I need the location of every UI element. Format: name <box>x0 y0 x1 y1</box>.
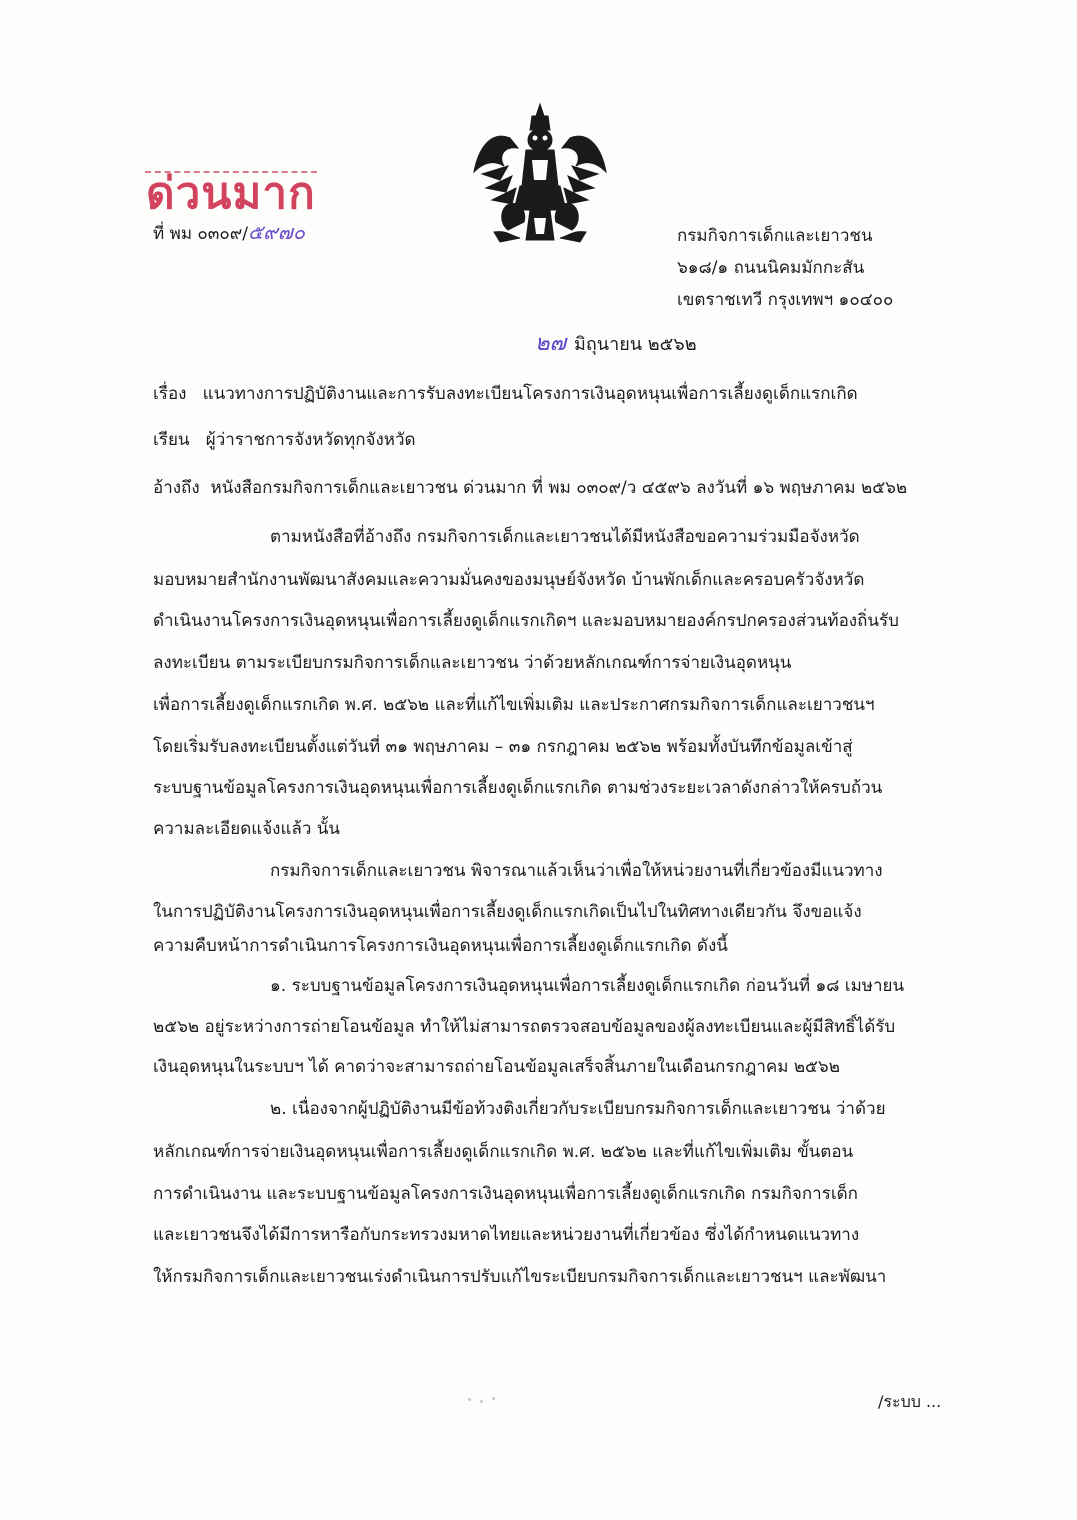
reference-label: อ้างถึง <box>153 478 200 498</box>
body-line: กรมกิจการเด็กและเยาวชน พิจารณาแล้วเห็นว่าเพื่อให้หน่วยงานที่เกี่ยวข้องมีแนวทาง <box>270 861 883 881</box>
subject-label: เรื่อง <box>153 384 187 404</box>
recipient-line <box>153 428 416 452</box>
document-number <box>153 220 305 246</box>
scan-speck <box>468 1398 471 1401</box>
body-line: ให้กรมกิจการเด็กและเยาวชนเร่งดำเนินการปรับแก้ไขระเบียบกรมกิจการเด็กและเยาวชนฯ และพัฒนา <box>153 1267 887 1287</box>
body-line: หลักเกณฑ์การจ่ายเงินอุดหนุนเพื่อการเลี้ยงดูเด็กแรกเกิด พ.ศ. ๒๕๖๒ และที่แก้ไขเพิ่มเติม ขั้นตอน <box>153 1142 854 1162</box>
sender-org-name: กรมกิจการเด็กและเยาวชน <box>677 226 873 246</box>
document-number-prefix: ที่ พม ๐๓๐๙/ <box>153 224 248 244</box>
scan-speck <box>492 1397 495 1400</box>
garuda-emblem-icon <box>470 100 610 250</box>
date-month-year: มิถุนายน ๒๕๖๒ <box>574 334 697 355</box>
body-line: ๒๕๖๒ อยู่ระหว่างการถ่ายโอนข้อมูล ทำให้ไม่สามารถตรวจสอบข้อมูลของผู้ลงทะเบียนและผู้มีสิทธิ์ได้รับ <box>153 1017 896 1037</box>
body-line: และเยาวชนจึงได้มีการหารือกับกระทรวงมหาดไทยและหน่วยงานที่เกี่ยวข้อง ซึ่งได้กำหนดแนวทาง <box>153 1225 860 1245</box>
reference-text: หนังสือกรมกิจการเด็กและเยาวชน ด่วนมาก ที่ พม ๐๓๐๙/ว ๔๕๙๖ ลงวันที่ ๑๖ พฤษภาคม ๒๕๖๒ <box>210 478 908 498</box>
body-line: ลงทะเบียน ตามระเบียบกรมกิจการเด็กและเยาวชน ว่าด้วยหลักเกณฑ์การจ่ายเงินอุดหนุน <box>153 653 792 673</box>
body-line: ระบบฐานข้อมูลโครงการเงินอุดหนุนเพื่อการเลี้ยงดูเด็กแรกเกิด ตามช่วงระยะเวลาดังกล่าวให้ครบถ้วน <box>153 778 883 798</box>
document-number-handwritten: ๕๙๗๐ <box>247 220 306 244</box>
scan-speck <box>480 1400 483 1403</box>
body-line: ความละเอียดแจ้งแล้ว นั้น <box>153 819 341 839</box>
subject-text: แนวทางการปฏิบัติงานและการรับลงทะเบียนโครงการเงินอุดหนุนเพื่อการเลี้ยงดูเด็กแรกเกิด <box>202 384 858 404</box>
recipient-text: ผู้ว่าราชการจังหวัดทุกจังหวัด <box>205 430 416 450</box>
body-line: เพื่อการเลี้ยงดูเด็กแรกเกิด พ.ศ. ๒๕๖๒ และที่แก้ไขเพิ่มเติม และประกาศกรมกิจการเด็กและเยาวชนฯ <box>153 695 875 715</box>
reference-line <box>153 476 907 500</box>
body-line: ๑. ระบบฐานข้อมูลโครงการเงินอุดหนุนเพื่อการเลี้ยงดูเด็กแรกเกิด ก่อนวันที่ ๑๘ เมษายน <box>270 976 905 996</box>
recipient-label: เรียน <box>153 430 190 450</box>
urgent-stamp: ด่วนมาก <box>146 168 316 219</box>
body-line: โดยเริ่มรับลงทะเบียนตั้งแต่วันที่ ๓๑ พฤษภาคม – ๓๑ กรกฎาคม ๒๕๖๒ พร้อมทั้งบันทึกข้อมูลเข้าสู่ <box>153 737 853 757</box>
body-line: มอบหมายสำนักงานพัฒนาสังคมและความมั่นคงของมนุษย์จังหวัด บ้านพักเด็กและครอบครัวจังหวัด <box>153 570 865 590</box>
subject-line <box>153 382 858 406</box>
body-line: เงินอุดหนุนในระบบฯ ได้ คาดว่าจะสามารถถ่ายโอนข้อมูลเสร็จสิ้นภายในเดือนกรกฎาคม ๒๕๖๒ <box>153 1057 840 1077</box>
page-continuation: /ระบบ ... <box>878 1392 942 1411</box>
body-line: ดำเนินงานโครงการเงินอุดหนุนเพื่อการเลี้ยงดูเด็กแรกเกิดฯ และมอบหมายองค์กรปกครองส่วนท้องถิ่นรับ <box>153 611 899 631</box>
body-line: ตามหนังสือที่อ้างถึง กรมกิจการเด็กและเยาวชนได้มีหนังสือขอความร่วมมือจังหวัด <box>270 527 860 547</box>
body-line: การดำเนินงาน และระบบฐานข้อมูลโครงการเงินอุดหนุนเพื่อการเลี้ยงดูเด็กแรกเกิด กรมกิจการเด็ก <box>153 1184 858 1204</box>
sender-address-line1: ๖๑๘/๑ ถนนนิคมมักกะสัน <box>677 258 865 278</box>
body-line: ในการปฏิบัติงานโครงการเงินอุดหนุนเพื่อการเลี้ยงดูเด็กแรกเกิดเป็นไปในทิศทางเดียวกัน จึงขอแจ้ง <box>153 902 862 922</box>
document-date <box>535 331 697 358</box>
body-line: ๒. เนื่องจากผู้ปฏิบัติงานมีข้อท้วงติงเกี่ยวกับระเบียบกรมกิจการเด็กและเยาวชน ว่าด้วย <box>270 1099 886 1119</box>
body-line: ความคืบหน้าการดำเนินการโครงการเงินอุดหนุนเพื่อการเลี้ยงดูเด็กแรกเกิด ดังนี้ <box>153 936 728 956</box>
sender-address-line2: เขตราชเทวี กรุงเทพฯ ๑๐๔๐๐ <box>677 290 894 310</box>
date-day-handwritten: ๒๗ <box>535 331 567 356</box>
